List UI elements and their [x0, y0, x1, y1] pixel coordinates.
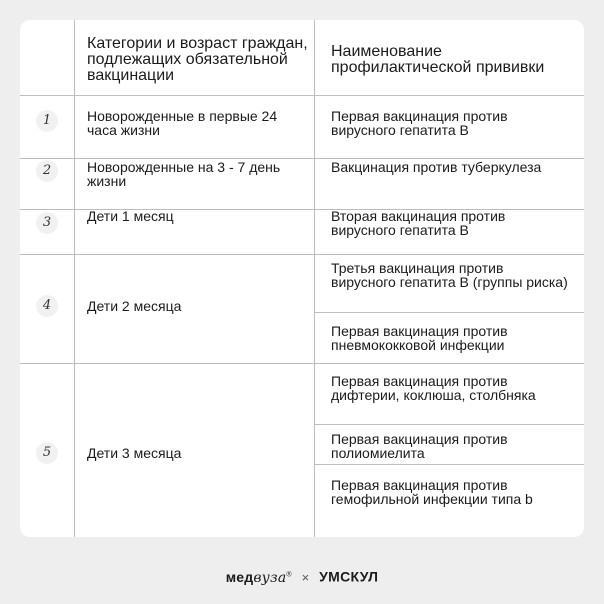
row-divider: [20, 95, 584, 96]
category-cell: Дети 1 месяц: [87, 208, 174, 224]
vaccination-cell: Первая вакцинация против полиомиелита: [331, 431, 508, 461]
sub-row-divider: [314, 312, 584, 313]
row-divider: [20, 363, 584, 364]
sub-row-divider: [314, 464, 584, 465]
vaccination-cell: Вторая вакцинация против вирусного гепатита В: [331, 208, 506, 238]
vaccination-table: [20, 20, 584, 537]
column-divider: [74, 20, 75, 537]
umskul-logo: УМСКУЛ: [319, 568, 379, 585]
vaccination-cell: Первая вакцинация против гемофильной инфекции типа b: [331, 477, 533, 507]
category-cell: Дети 3 месяца: [87, 445, 182, 461]
category-cell: Дети 2 месяца: [87, 298, 182, 314]
row-number-badge: 4: [36, 295, 58, 317]
column-divider: [314, 20, 315, 537]
category-cell: Новорожденные в первые 24 часа жизни: [87, 108, 278, 138]
vaccination-cell: Вакцинация против туберкулеза: [331, 159, 542, 175]
category-cell: Новорожденные на 3 - 7 день жизни: [87, 159, 281, 189]
header-category: Категории и возраст граждан, подлежащих обязательной вакцинации: [87, 35, 308, 84]
vaccination-cell: Первая вакцинация против вирусного гепатита В: [331, 108, 508, 138]
separator: ×: [301, 569, 310, 585]
vaccination-cell: Третья вакцинация против вирусного гепатита В (группы риска): [331, 260, 568, 290]
row-number-badge: 5: [36, 442, 58, 464]
row-number-badge: 2: [36, 160, 58, 182]
medvuza-logo: медвуза®: [225, 568, 292, 586]
header-vaccination: Наименование профилактической прививки: [331, 43, 545, 76]
sub-row-divider: [314, 424, 584, 425]
footer-brands: [0, 566, 604, 584]
row-number-badge: 1: [36, 110, 58, 132]
row-divider: [20, 254, 584, 255]
vaccination-cell: Первая вакцинация против пневмококковой инфекции: [331, 323, 508, 353]
vaccination-cell: Первая вакцинация против дифтерии, коклюша, столбняка: [331, 373, 536, 403]
row-number-badge: 3: [36, 212, 58, 234]
